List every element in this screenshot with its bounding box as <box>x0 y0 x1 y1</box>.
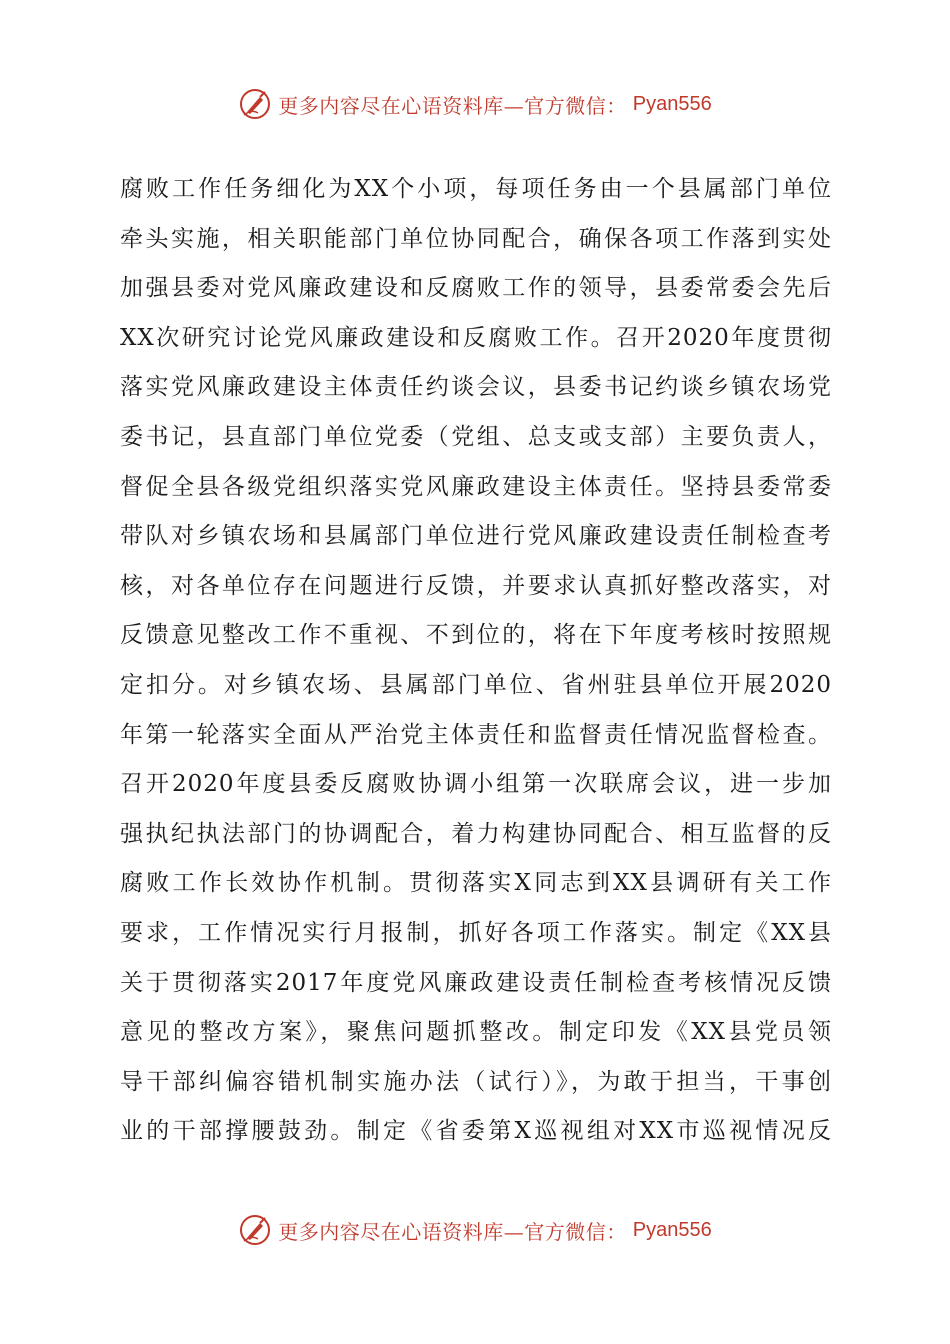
watermark-handle: Pyan556 <box>632 92 712 115</box>
header-watermark-content <box>238 87 711 121</box>
footer-watermark-banner <box>0 1210 950 1250</box>
paragraph-line: 召开2020年度县委反腐败协调小组第一次联席会议，进一步加 <box>120 771 832 798</box>
pen-circle-logo-icon <box>238 87 272 121</box>
pen-circle-logo-icon <box>238 1213 272 1247</box>
paragraph-line: 关于贯彻落实2017年度党风廉政建设责任制检查考核情况反馈 <box>120 969 832 996</box>
paragraph-line: XX次研究讨论党风廉政建设和反腐败工作。召开2020年度贯彻 <box>120 324 832 351</box>
paragraph-line: 反馈意见整改工作不重视、不到位的，将在下年度考核时按照规 <box>120 622 832 649</box>
paragraph-line: 核，对各单位存在问题进行反馈，并要求认真抓好整改落实，对 <box>120 572 832 599</box>
paragraph-line: 定扣分。对乡镇农场、县属部门单位、省州驻县单位开展2020 <box>120 671 832 698</box>
paragraph-line: 督促全县各级党组织落实党风廉政建设主体责任。坚持县委常委 <box>120 473 832 500</box>
paragraph-line: 要求，工作情况实行月报制，抓好各项工作落实。制定《XX县 <box>120 919 832 946</box>
watermark-text: 更多内容尽在心语资料库—官方微信： <box>278 93 627 118</box>
paragraph-line: 落实党风廉政建设主体责任约谈会议，县委书记约谈乡镇农场党 <box>120 374 832 401</box>
paragraph-line: 腐败工作长效协作机制。贯彻落实X同志到XX县调研有关工作 <box>120 870 832 897</box>
document-body <box>120 165 832 1157</box>
paragraph-line: 腐败工作任务细化为XX个小项，每项任务由一个县属部门单位 <box>120 176 832 202</box>
watermark-handle: Pyan556 <box>632 1218 712 1241</box>
paragraph-line: 导干部纠偏容错机制实施办法（试行）》，为敢于担当，干事创 <box>120 1068 832 1095</box>
watermark-text: 更多内容尽在心语资料库—官方微信： <box>278 1219 627 1244</box>
paragraph-line: 业的干部撑腰鼓劲。制定《省委第X巡视组对XX市巡视情况反 <box>120 1118 832 1145</box>
paragraph-line: 委书记，县直部门单位党委（党组、总支或支部）主要负责人， <box>120 423 832 450</box>
paragraph-line: 强执纪执法部门的协调配合，着力构建协同配合、相互监督的反 <box>120 820 832 847</box>
paragraph-line: 加强县委对党风廉政建设和反腐败工作的领导，县委常委会先后 <box>120 275 832 302</box>
header-watermark-banner <box>0 84 950 124</box>
paragraph-line: 带队对乡镇农场和县属部门单位进行党风廉政建设责任制检查考 <box>120 523 832 550</box>
paragraph-line: 年第一轮落实全面从严治党主体责任和监督责任情况监督检查。 <box>120 721 832 748</box>
footer-watermark-content <box>238 1213 711 1247</box>
paragraph-line: 牵头实施，相关职能部门单位协同配合，确保各项工作落到实处 <box>120 225 832 252</box>
paragraph-line: 意见的整改方案》，聚焦问题抓整改。制定印发《XX县党员领 <box>120 1019 832 1046</box>
